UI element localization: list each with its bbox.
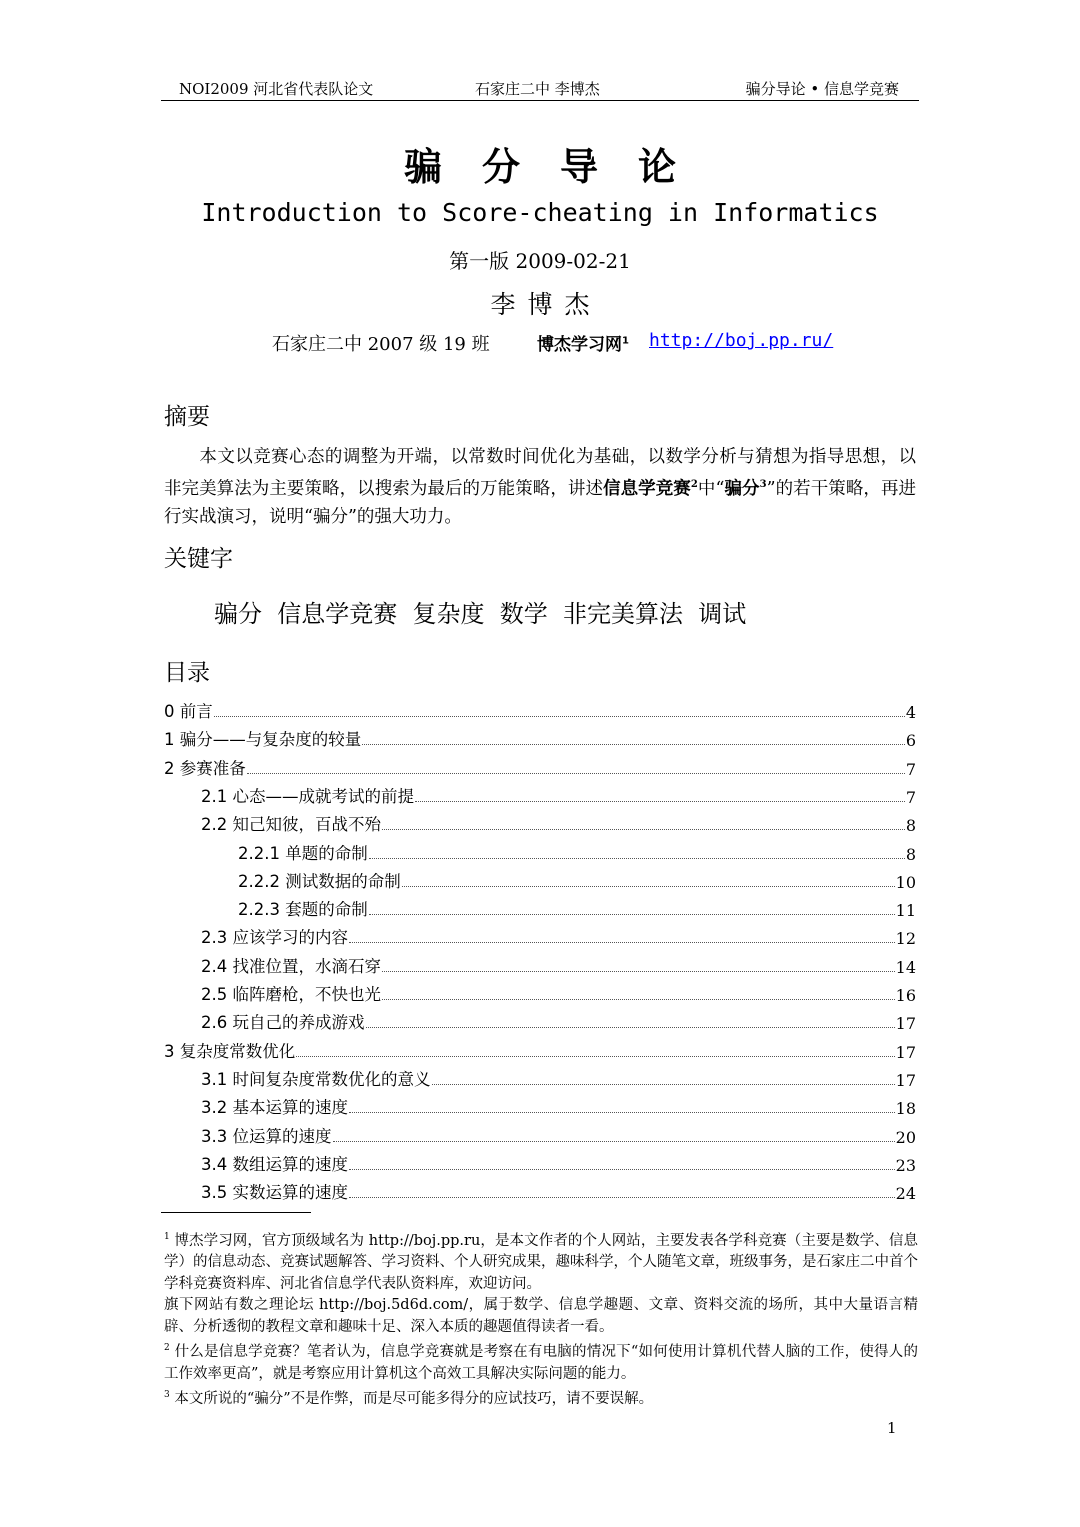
toc-leader-dots — [333, 1141, 895, 1142]
running-header — [161, 76, 919, 101]
page-number: 1 — [887, 1419, 897, 1437]
toc-leader-dots — [349, 1197, 895, 1198]
document-title: 骗分导论 — [403, 145, 716, 189]
edition-line: 第一版 2009-02-21 — [449, 249, 631, 273]
toc-leader-dots — [369, 914, 895, 915]
toc-entry-label: 2.3 应该学习的内容 — [201, 928, 348, 948]
toc-entry-page: 18 — [895, 1099, 916, 1119]
toc-entry-label: 3.2 基本运算的速度 — [201, 1098, 348, 1118]
toc-entry-label: 2.4 找准位置，水滴石穿 — [201, 956, 381, 976]
toc-entry[interactable] — [238, 896, 916, 920]
toc-entry-label: 3 复杂度常数优化 — [164, 1041, 296, 1061]
toc-entry-label: 2.1 心态——成就考试的前提 — [201, 786, 414, 806]
toc-entry-page: 10 — [895, 872, 916, 892]
toc-entry-page: 14 — [895, 957, 916, 977]
toc-entry-label: 2.5 临阵磨枪，不快也光 — [201, 985, 381, 1004]
toc-leader-dots — [402, 886, 895, 887]
toc-entry-label: 2.6 玩自己的养成游戏 — [201, 1013, 365, 1033]
footnote-1-extra: 旗下网站有数之理论坛 http://boj.5d6d.com/，属于数学、信息学趣题、文章、资料交流的场所，其中大量语言精辟、分析透彻的教程文章和趣味十足、深入本质的趣题值得读者一看。 — [164, 1297, 918, 1335]
toc-entry[interactable] — [164, 726, 916, 750]
toc-leader-dots — [382, 971, 895, 972]
footnote-ref-1[interactable]: 1 — [622, 335, 629, 347]
toc-entry-page: 17 — [895, 1014, 916, 1034]
toc-entry[interactable] — [201, 953, 916, 977]
toc-entry[interactable] — [201, 1151, 916, 1175]
toc-leader-dots — [369, 858, 905, 859]
toc-entry-label: 2.2.3 套题的命制 — [238, 900, 368, 920]
toc-leader-dots — [247, 773, 905, 774]
toc-entry[interactable] — [164, 698, 916, 722]
toc-entry[interactable] — [164, 755, 916, 779]
toc-leader-dots — [349, 942, 895, 943]
toc-leader-dots — [415, 801, 905, 802]
toc-leader-dots — [296, 1056, 894, 1057]
footnote-2: $^2$ 什么是信息学竞赛？笔者认为，信息学竞赛就是考察在有电脑的情况下“如何使用计算机代替人脑的工作，使得人的工作效率更高”，就是考察应用计算机这个高效工具解决实际问题的能力。 — [164, 1343, 918, 1382]
toc-entry-page: 24 — [895, 1184, 916, 1204]
toc-entry[interactable] — [201, 924, 916, 948]
toc-entry[interactable] — [201, 1066, 916, 1090]
toc-entry[interactable] — [201, 1009, 916, 1033]
toc-entry-page: 4 — [905, 703, 916, 722]
toc-entry-label: 1 骗分——与复杂度的较量 — [164, 730, 362, 750]
toc-entry-page: 6 — [905, 731, 916, 751]
toc-entry-label: 2.2.2 测试数据的命制 — [238, 871, 401, 891]
toc-entry-page: 23 — [895, 1155, 916, 1175]
toc-entry[interactable] — [164, 1038, 916, 1062]
toc-entry[interactable] — [238, 840, 916, 864]
toc-entry-label: 0 前言 — [164, 702, 213, 721]
author-name: 李博杰 — [490, 290, 602, 319]
toc-entry-page: 16 — [895, 986, 916, 1005]
toc-entry-label: 3.1 时间复杂度常数优化的意义 — [201, 1069, 431, 1089]
toc-leader-dots — [362, 744, 905, 745]
toc-entry[interactable] — [201, 1123, 916, 1147]
footnote-1: $^1$ 博杰学习网，官方顶级域名为 http://boj.pp.ru，是本文作者的个人网站，主要发表各学科竞赛（主要是数学、信息学）的信息动态、竞赛试题解答、学习资料、个人研究成果，趣味科学，个人随笔文章，班级事务，是石家庄二中首个学科竞赛资料库、河北省信息学代表队资料库，欢迎访问。 — [164, 1232, 918, 1292]
author-school: 石家庄二中 2007 级 19 班 — [272, 334, 490, 355]
toc-leader-dots — [349, 1169, 895, 1170]
author-website-name: 博杰学习网$^1$ — [537, 335, 629, 355]
toc-entry[interactable] — [238, 868, 916, 892]
header-right: 骗分导论 • 信息学竞赛 — [745, 80, 899, 98]
keywords-heading: 关键字 — [164, 546, 233, 572]
toc-leader-dots — [382, 999, 895, 1000]
toc-entry[interactable] — [201, 811, 916, 835]
toc-entry[interactable] — [201, 1179, 916, 1203]
toc-entry-label: 3.3 位运算的速度 — [201, 1126, 332, 1146]
toc-entry-label: 2 参赛准备 — [164, 758, 246, 778]
footnote-ref-2[interactable]: 2 — [690, 479, 698, 490]
footnote-3: $^3$ 本文所说的“骗分”不是作弊，而是尽可能多得分的应试技巧，请不要误解。 — [164, 1390, 654, 1407]
toc-entry-page: 8 — [905, 816, 916, 836]
footnotes — [164, 1227, 918, 1410]
toc-leader-dots — [432, 1084, 895, 1085]
footnote-ref-3[interactable]: 3 — [759, 479, 767, 490]
toc-leader-dots — [349, 1112, 895, 1113]
header-center: 石家庄二中 李博杰 — [475, 80, 600, 98]
toc-heading: 目录 — [164, 660, 210, 686]
website-link[interactable]: http://boj.pp.ru/ — [649, 330, 834, 351]
toc-entry-page: 7 — [905, 787, 916, 807]
toc-entry-page: 17 — [895, 1042, 916, 1062]
document-subtitle: Introduction to Score-cheating in Informatics — [201, 198, 879, 227]
footnote-divider — [161, 1212, 311, 1213]
abstract-paragraph: 本文以竞赛心态的调整为开端，以常数时间优化为基础，以数学分析与猜想为指导思想，以非完美算法为主要策略，以搜索为最后的万能策略，讲述信息学竞赛$^2$中“骗分$^3$”的若干策略，再进行实战演习，说明“骗分”的强大功力。 — [164, 447, 917, 527]
toc-entry-label: 3.5 实数运算的速度 — [201, 1183, 348, 1203]
toc-entry-page: 12 — [895, 929, 916, 949]
toc-entry-page: 8 — [905, 844, 916, 864]
toc-entry-page: 11 — [895, 901, 916, 921]
keywords-list: 骗分 信息学竞赛 复杂度 数学 非完美算法 调试 — [214, 600, 747, 628]
toc-entry-label: 3.4 数组运算的速度 — [201, 1154, 348, 1174]
toc-entry-page: 17 — [895, 1070, 916, 1090]
toc-leader-dots — [366, 1027, 895, 1028]
toc-leader-dots — [214, 716, 905, 717]
toc-entry[interactable] — [201, 1094, 916, 1118]
toc-entry-page: 20 — [895, 1127, 916, 1147]
toc-entry-label: 2.2.1 单题的命制 — [238, 843, 368, 863]
toc-leader-dots — [382, 829, 905, 830]
toc-entry-page: 7 — [905, 759, 916, 779]
header-left: NOI2009 河北省代表队论文 — [179, 80, 374, 98]
toc-entry[interactable] — [201, 783, 916, 807]
abstract-heading: 摘要 — [164, 404, 210, 430]
toc-entry[interactable] — [201, 981, 916, 1005]
toc-entry-label: 2.2 知己知彼，百战不殆 — [201, 815, 381, 835]
